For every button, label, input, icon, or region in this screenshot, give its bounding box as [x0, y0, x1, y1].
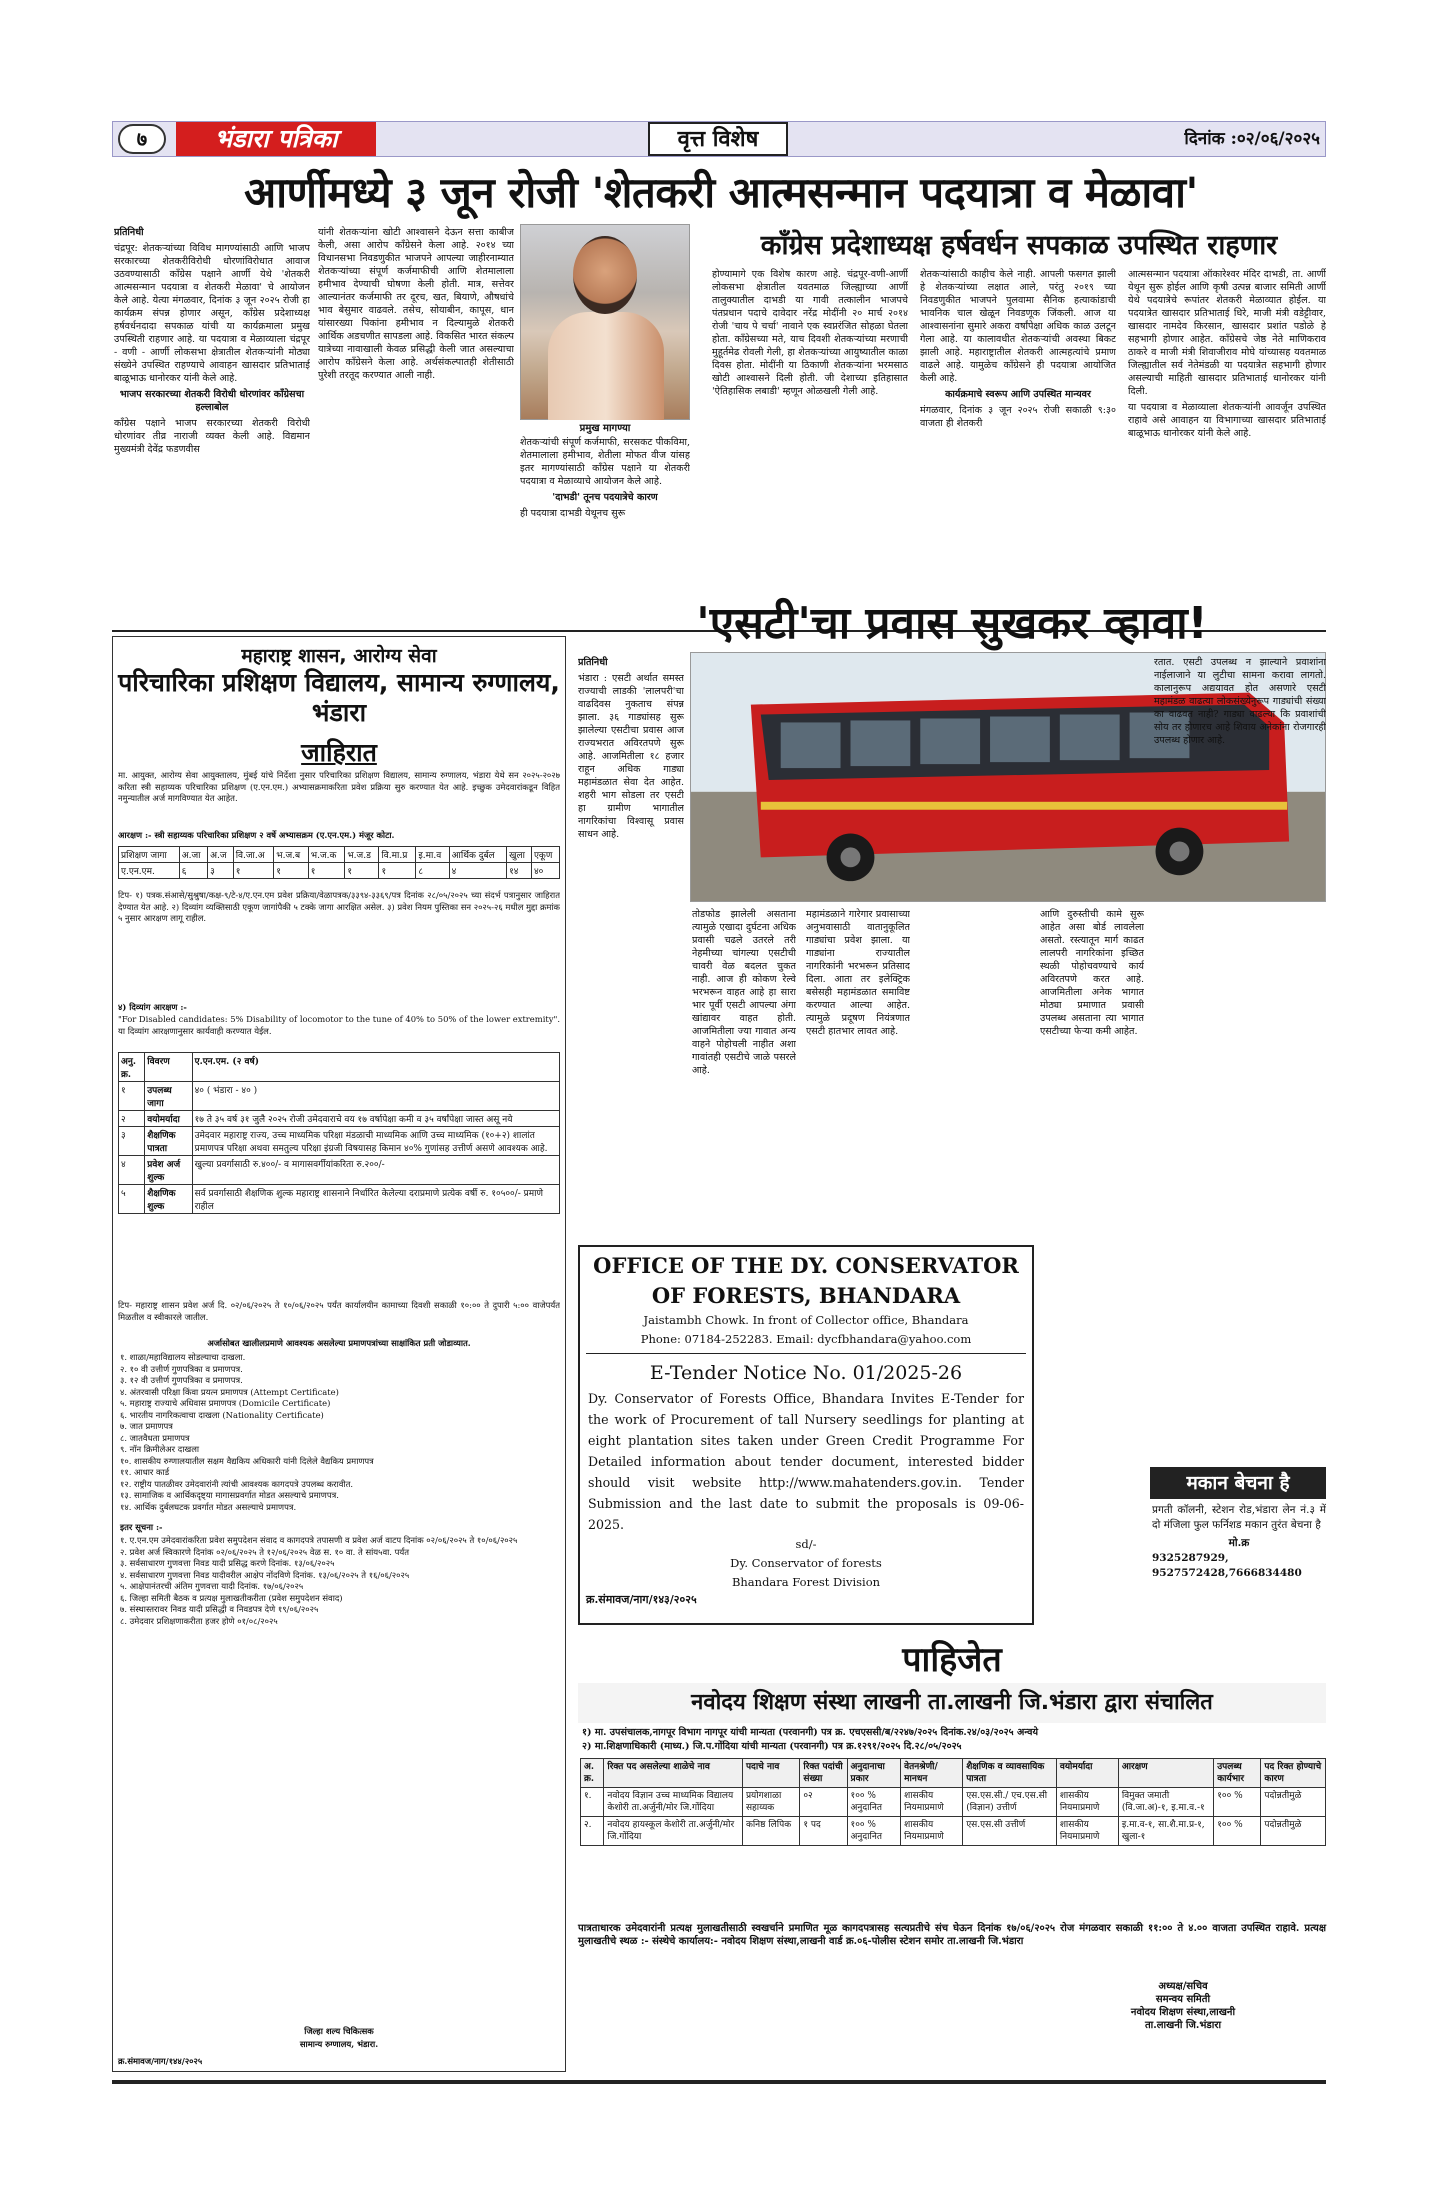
seat-table-row	[119, 863, 560, 879]
seat-cell: ३	[208, 863, 234, 879]
seat-header-cell: आर्थिक दुर्बल	[449, 847, 506, 863]
lead-col4-subhead: कार्यक्रमाचे स्वरूप आणि उपस्थित मान्यवर	[945, 389, 1091, 400]
document-item: ११. आधार कार्ड	[120, 1467, 170, 1477]
st-col3-text: महामंडळाने गारेगार प्रवासाच्या अनुभवासाठी वातानुकूलित गाड्यांचा प्रवेश झाला. या गाड्यांना राज्यातील नागरिकांनी भरभरून प्रतिसाद दिला. आता तर इलेक्ट्रिक बसेसही महामंडळात समाविष्ट करण्यात आल्या आहेत. त्यामुळे प्रदूषण नियंत्रणात एसटी हातभार लावत आहे.	[806, 909, 910, 1037]
vacancy-cell: एस.एस.सी उत्तीर्ण	[963, 1817, 1057, 1846]
vacancy-cell: १०० % अनुदानित	[847, 1817, 901, 1846]
eligibility-cell: ५	[119, 1185, 145, 1214]
st-byline: प्रतिनिधी	[578, 657, 608, 668]
lead-col1-tail: काँग्रेस पक्षाने भाजप सरकारच्या शेतकरी विरोधी धोरणांवर तीव्र नाराजी व्यक्त केली आहे. विद्यमान मुख्यमंत्री देवेंद्र फडणवीस	[114, 418, 310, 455]
lead-col1-text: चंद्रपूर: शेतकऱ्यांच्या विविध मागण्यांसाठी आणि भाजप सरकारच्या शेतकरीविरोधी धोरणांविरोधात आवाज उठवण्यासाठी काँग्रेस पक्षाने आर्णी येथे 'शेतकरी आत्मसन्मान पदयात्रा व शेतकरी मेळावा' चे आयोजन केले आहे. येत्या मंगळवार, दिनांक ३ जून २०२५ रोजी हा कार्यक्रम संपन्न होणार असून, काँग्रेस प्रदेशाध्यक्ष हर्षवर्धनदादा सपकाळ यांची या कार्यक्रमाला प्रमुख उपस्थिती राहणार आहे. या पदयात्रा व मेळाव्याला चंद्रपूर - वणी - आर्णी लोकसभा क्षेत्रातील शेतकऱ्यांनी मोठ्या संख्येने उपस्थित राहण्याचे आवाहन खासदार प्रतिभाताई बाळूभाऊ धानोरकर यांनी केले आहे.	[114, 243, 310, 384]
nursing-ad-ref: क्र.संमावज/नाग/१४४/२०२५	[118, 2056, 203, 2066]
lead-column-1	[114, 226, 310, 630]
document-item: १२. राष्ट्रीय पातळीवर उमेदवारांनी त्यांची आवश्यक कागदपत्रे उपलब्ध करावीत.	[120, 1478, 354, 1489]
nursing-ad-sign-2: सामान्य रुग्णालय, भंडारा.	[299, 2039, 379, 2049]
eligibility-header-cell: ए.एन.एम. (२ वर्ष)	[192, 1053, 559, 1082]
vacancy-cell: १०० % अनुदानित	[847, 1788, 901, 1817]
sale-ad-body: प्रगती कॉलनी, स्टेशन रोड,भंडारा लेन नं.३ में दो मंजिला फुल फर्निशड मकान तुरंत बेचना है	[1152, 1504, 1326, 1531]
forest-notice-body: Dy. Conservator of Forests Office, Bhandara Invites E-Tender for the work of Procurement of tall Nursery seedlings for planting at eight plantation sites taken under Green Credit Programme For Detailed information about tender document, interested bidder should visit website http://www.mahatenders.gov.in. Tender Submission and the last date to submit the proposals is 09-06- 2025.	[588, 1391, 1024, 1532]
section-name: वृत्त विशेष	[648, 122, 788, 156]
forest-tender-ad	[578, 1245, 1034, 1625]
eligibility-cell: ३	[119, 1127, 145, 1156]
instruction-item: १. ए.एन.एम उमेदवारांकरिता प्रवेश समुपदेशन संवाद व कागदपत्रे तपासणी व प्रवेश अर्ज वाटप दिनांक ०२/०६/२०२५ ते १०/०६/२०२५	[120, 1535, 518, 1545]
seat-table-header	[119, 847, 560, 863]
lead-col4-text: शेतकऱ्यांसाठी काहीच केले नाही. आपली फसगत झाली हे शेतकऱ्यांच्या लक्षात आले, परंतु २०१९ च्या निवडणुकीत भाजपने पुलवामा सैनिक हत्याकांडाची भावनिक चाल खेळून निवडणूक जिंकली. आज या आश्वासनांना सुमारे अकरा वर्षांपेक्षा अधिक काळ उलटून गेला आहे. या कालावधीत शेतकऱ्यांची अवस्था बिकट झाली आहे. महाराष्ट्रातील शेतकरी आत्महत्यांचे प्रमाण वाढले आहे. यामुळेच काँग्रेसने ही पदयात्रा आयोजित केली आहे.	[920, 269, 1116, 384]
document-item: ९. नॉन क्रिमीलेअर दाखला	[120, 1444, 200, 1454]
vacancy-cell: एस.एस.सी./ एच.एस.सी (विज्ञान) उत्तीर्ण	[963, 1788, 1057, 1817]
seat-header-cell: भ.ज.क	[308, 847, 345, 863]
st-column-5	[1154, 656, 1326, 1462]
recruitment-approval-1: १) मा. उपसंचालक,नागपूर विभाग नागपूर यांची मान्यता (परवानगी) पत्र क्र. एचएससी/ब/२२४७/२०२५ दिनांक.२४/०३/२०२५ अन्वये	[582, 1727, 1039, 1738]
document-item: ८. जातवैधता प्रमाणपत्र	[120, 1432, 190, 1443]
vacancy-cell: प्रयोगशाळा सहाय्यक	[742, 1788, 799, 1817]
vacancy-cell: १०० %	[1214, 1788, 1261, 1817]
recruitment-signature	[1040, 1980, 1326, 2032]
sale-ad-heading: मकान बेचना है	[1150, 1467, 1326, 1499]
seat-header-cell: वि.जा.अ	[233, 847, 274, 863]
vacancy-cell: शासकीय नियमाप्रमाणे	[1056, 1817, 1118, 1846]
vacancy-cell: शासकीय नियमाप्रमाणे	[901, 1788, 963, 1817]
seat-cell: ४०	[531, 863, 559, 879]
st-headline: 'एसटी'चा प्रवास सुखकर व्हावा!	[696, 598, 1208, 649]
eligibility-cell: शैक्षणिक पात्रता	[145, 1127, 192, 1156]
forest-sign-1: Dy. Conservator of forests	[730, 1556, 882, 1570]
forest-sign-2: Bhandara Forest Division	[731, 1575, 881, 1589]
eligibility-cell: सर्व प्रवर्गासाठी शैक्षणिक शुल्क महाराष्ट्र शासनाने निर्धारित केलेल्या दराप्रमाणे प्रत्येक वर्षी रु. १०५००/- प्रमाणे राहील	[192, 1185, 559, 1214]
vacancy-cell: विमुक्त जमाती (वि.जा.अ)-१, इ.मा.व.-१	[1118, 1788, 1213, 1817]
eligibility-cell: २	[119, 1111, 145, 1127]
seat-header-cell: भ.ज.ड	[345, 847, 379, 863]
vacancy-header-cell: वेतनश्रेणी/ मानधन	[901, 1759, 963, 1788]
eligibility-cell: १	[119, 1082, 145, 1111]
document-item: २. १० वी उत्तीर्ण गुणपत्रिका व प्रमाणपत्र.	[120, 1363, 243, 1374]
nursing-ad-sign-1: जिल्हा शल्य चिकित्सक	[304, 2026, 374, 2036]
other-instructions-heading: इतर सूचना :-	[120, 1522, 163, 1532]
vacancy-table-header	[581, 1759, 1326, 1788]
vacancy-cell: कनिष्ठ लिपिक	[742, 1817, 799, 1846]
recruitment-sign-4: ता.लाखनी जि.भंडारा	[1144, 2020, 1222, 2031]
nursing-ad-title-2: परिचारिका प्रशिक्षण विद्यालय, सामान्य रुग्णालय, भंडारा	[118, 668, 560, 727]
seat-cell: ४	[449, 863, 506, 879]
seat-cell: ६	[179, 863, 207, 879]
seat-cell: ८	[416, 863, 449, 879]
eligibility-row	[119, 1082, 560, 1111]
forest-contact: Phone: 07184-252283. Email: dycfbhandara@yahoo.com	[640, 1332, 972, 1346]
seat-header-cell: वि.मा.प्र	[379, 847, 416, 863]
seat-header-cell: अ.ज	[208, 847, 234, 863]
documents-heading: अर्जासोबत खालीलप्रमाणे आवश्यक असलेल्या प्रमाणपत्रांच्या साक्षांकित प्रती जोडाव्यात.	[207, 1338, 471, 1348]
seat-header-cell: खुला	[507, 847, 532, 863]
vacancy-cell: १ पद	[800, 1817, 847, 1846]
st-col5-text: रतात. एसटी उपलब्ध न झाल्याने प्रवाशांना नाईलाजाने या लुटीचा सामना करावा लागतो. कालानुरूप अद्ययावत होत असणारे एसटी महामंडळ वाढत्या लोकसंख्येनुरूप गाड्यांची संख्या का वाढवत नाही? गाड्या वाढल्या कि प्रवाशांची सोय तर होणारच आहे शिवाय अनेकांना रोजगारही उपलब्ध होणार आहे.	[1154, 657, 1326, 746]
lead-column-2	[318, 226, 514, 630]
seat-cell: १	[308, 863, 345, 879]
page-number: ७	[118, 124, 166, 154]
photo-figure-face	[573, 236, 637, 314]
st-column-2	[692, 908, 796, 1238]
eligibility-header-row	[119, 1053, 560, 1082]
lead-col1-subhead: भाजप सरकारच्या शेतकरी विरोधी धोरणांवर काँग्रेसचा हल्लाबोल	[119, 389, 305, 413]
nursing-ad-title-1: महाराष्ट्र शासन, आरोग्य सेवा	[241, 645, 437, 667]
recruitment-sign-2: समन्वय समिती	[1155, 1994, 1211, 2005]
recruitment-interview-note: पात्रताधारक उमेदवारांनी प्रत्यक्ष मुलाखतीसाठी स्वखर्चाने प्रमाणित मूळ कागदपत्रासह सत्यप्रतीचे संच घेऊन दिनांक १७/०६/२०२५ रोज मंगळवार सकाळी ११:०० ते ४.०० वाजता उपस्थित राहावे. प्रत्यक्ष मुलाखतीचे स्थळ :- संस्थेचे कार्यालय:- नवोदय शिक्षण संस्था,लाखनी वार्ड क्र.०६-पोलीस स्टेशन समोर ता.लाखनी जि.भंडारा	[578, 1923, 1326, 1947]
st-col1-text: भंडारा : एसटी अर्थात समस्त राज्याची लाडकी 'लालपरी'चा वाढदिवस नुकताच संपन्न झाला. ३६ गाड्यांसह सुरू झालेल्या एसटीचा प्रवास आज राज्यभरात अविरतपणे सुरू आहे. आजमितीला १८ हजार राहून अधिक गाड्या महामंडळात सेवा देत आहेत. शहरी भाग सोडला तर एसटी हा ग्रामीण भागातील नागरिकांचा विश्वासू प्रवास साधन आहे.	[578, 673, 684, 840]
st-col4-text: आणि दुरुस्तीची कामे सुरू आहेत असा बोर्ड लावलेला असतो. रस्त्यातून मार्ग काढत लालपरी नागरिकांना इच्छित स्थळी पोहोचवण्याचे कार्य अविरतपणे करत आहे. आजमितीला अनेक भागात मोठ्या प्रमाणात प्रवासी उपलब्ध असताना त्या भागात एसटीच्या फेऱ्या कमी आहेत.	[1040, 909, 1144, 1037]
seat-cell: १४	[507, 863, 532, 879]
vacancy-header-cell: शैक्षणिक व व्यावसायिक पात्रता	[963, 1759, 1057, 1788]
vacancy-header-cell: उपलब्ध कार्यभार	[1214, 1759, 1261, 1788]
seat-header-cell: एकूण	[531, 847, 559, 863]
sale-ad-mobile-label: मो.क्र	[1228, 1537, 1250, 1549]
document-item: ४. अंतरवासी परिक्षा किंवा प्रयत्न प्रमाणपत्र (Attempt Certificate)	[120, 1386, 339, 1397]
page-footer-rule	[112, 2080, 1326, 2084]
lead-col3-text: होण्यामागे एक विशेष कारण आहे. चंद्रपूर-वणी-आर्णी लोकसभा क्षेत्रातील यवतमाळ जिल्ह्याच्या आर्णी तालुक्यातील दाभडी या गावी तत्कालीन भाजपचे पंतप्रधान पदाचे दावेदार नरेंद्र मोदींनी २० मार्च २०१४ रोजी 'चाय पे चर्चा' नावाने एक स्वप्नरंजित सोहळा घेतला होता. काँग्रेसच्या मते, याच दिवशी शेतकऱ्यांच्या मरणाची मुहूर्तमेढ रोवली गेली, हा शेतकऱ्यांच्या आयुष्यातील काळा दिवस होता. मोदींनी या ठिकाणी शेतकऱ्यांना भरमसाठ खोटी आश्वासने दिली होती. जी देशाच्या इतिहासात 'ऐतिहासिक लबाडी' म्हणून ओळखली गेली आहे.	[712, 269, 908, 397]
vacancy-header-cell: रिक्त पदांची संख्या	[800, 1759, 847, 1788]
issue-date: दिनांक :०२/०६/२०२५	[1184, 129, 1320, 149]
recruitment-approval-2: २) मा.शिक्षणाधिकारी (माध्य.) जि.प.गोंदिया यांची मान्यता (परवानगी) पत्र क्र.१२९१/२०२५ दि.२८/०५/२०२५	[582, 1741, 962, 1752]
nursing-ad-notes: टिप- १) पत्रक.संआसे/सुश्रुषा/कक्ष-९/टे-४/ए.एन.एम प्रवेश प्रक्रिया/वेळापत्रक/३३९४-३३६९/पत्र दिनांक २८/०५/२०२५ च्या संदर्भ पत्रानुसार जाहिरात देण्यात येत आहे. २) दिव्यांग व्यक्तिसाठी एकूण जागांपैकी ५ टक्के जागा आरक्षित असेल. ३) प्रवेश नियम पुस्तिका सन २०२५-२६ मधील मुद्दा क्रमांक ५ नुसार आरक्षण लागू राहील.	[118, 890, 560, 923]
forest-ref: क्र.संमावज/नाग/१४३/२०२५	[586, 1593, 697, 1606]
documents-list	[120, 1352, 560, 1513]
lead-byline: प्रतिनिधी	[114, 227, 144, 238]
forest-sd: sd/-	[795, 1537, 817, 1551]
caption-body-text: शेतकऱ्यांची संपूर्ण कर्जमाफी, सरसकट पीकविमा, शेतमालाला हमीभाव, शेतीला मोफत वीज यांसह इतर मागण्यांसाठी काँग्रेस पक्षाने या शेतकरी पदयात्रा व मेळाव्याचे आयोजन केले आहे.	[520, 437, 690, 487]
disability-text: "For Disabled candidates: 5% Disability of locomotor to the tune of 40% to 50% of the lower extremity". या दिव्यांग आरक्षणानुसार कार्यवाही करण्यात येईल.	[118, 1014, 560, 1036]
seat-cell: १	[379, 863, 416, 879]
lead-column-5	[1128, 268, 1326, 588]
recruitment-sign-1: अध्यक्ष/सचिव	[1158, 1981, 1208, 1992]
seat-table	[118, 846, 560, 879]
document-item: १३. सामाजिक व आर्थिकदृष्ट्या मागासप्रवर्गात मोडत असल्याचे प्रमाणपत्र.	[120, 1490, 339, 1500]
eligibility-cell: उमेदवार महाराष्ट्र राज्य, उच्च माध्यमिक परिक्षा मंडळाची माध्यमिक आणि उच्च माध्यमिक (१०+२) शालांत प्रमाणपत्र परिक्षा अथवा समतुल्य परिक्षा इंग्रजी विषयासह किमान ४०% गुणांसह उत्तीर्ण असणे आवश्यक आहे.	[192, 1127, 559, 1156]
eligibility-cell: वयोमर्यादा	[145, 1111, 192, 1127]
eligibility-cell: खुल्या प्रवर्गासाठी रु.४००/- व मागासवर्गीयांकरिता रु.२००/-	[192, 1156, 559, 1185]
lead-col2-text: यांनी शेतकऱ्यांना खोटी आश्वासने देऊन सत्ता काबीज केली, असा आरोप काँग्रेसने केला आहे. २०१४ च्या विधानसभा निवडणुकीत भाजपने आपल्या जाहीरनाम्यात शेतकऱ्यांच्या संपूर्ण कर्जमाफीची आणि शेतमालाला हमीभाव देण्याची घोषणा केली होती. मात्र, सत्तेवर आल्यानंतर कर्जमाफी तर दूरच, खत, बियाणे, औषधांचे भाव बेसुमार वाढवले. तसेच, सोयाबीन, कापूस, धान यांसारख्या पिकांना हमीभाव न दिल्यामुळे शेतकरी आर्थिक अडचणीत सापडला आहे. विकसित भारत संकल्प यात्रेच्या नावाखाली केवळ प्रसिद्धी केली जात असल्याचा आरोप काँग्रेसने केला आहे. अर्थसंकल्पातही शेतीसाठी पुरेशी तरतूद करण्यात आली नाही.	[318, 227, 514, 381]
vacancy-header-cell: अ. क्र.	[581, 1759, 604, 1788]
vacancy-header-cell: पद रिक्त होण्याचे कारण	[1261, 1759, 1326, 1788]
eligibility-row	[119, 1127, 560, 1156]
forest-divider	[586, 1353, 1026, 1354]
vacancy-cell: शासकीय नियमाप्रमाणे	[901, 1817, 963, 1846]
st-column-1	[578, 656, 684, 1241]
eligibility-row	[119, 1185, 560, 1214]
eligibility-header-cell: विवरण	[145, 1053, 192, 1082]
document-item: १. शाळा/महाविद्यालय सोडल्याचा दाखला.	[120, 1352, 246, 1362]
forest-notice-number: E-Tender Notice No. 01/2025-26	[649, 1362, 963, 1384]
instruction-item: ८. उमेदवार प्रशिक्षणाकरीता हजर होणे ०१/०८/२०२५	[120, 1615, 278, 1626]
document-item: १०. शासकीय रुग्णालयातील सक्षम वैद्यकिय अधिकारी यांनी दिलेले वैद्यकिय प्रमाणपत्र	[120, 1455, 374, 1466]
vacancy-header-cell: वयोमर्यादा	[1056, 1759, 1118, 1788]
vacancy-cell: २.	[581, 1817, 604, 1846]
lead-col5-tail: या पदयात्रा व मेळाव्याला शेतकऱ्यांनी आवर्जून उपस्थित राहावे असे आवाहन या विभागाच्या खासदार प्रतिभाताई बाळूभाऊ धानोरकर यांनी केले आहे.	[1128, 402, 1326, 439]
seat-header-cell: भ.ज.ब	[274, 847, 309, 863]
vacancy-header-cell: पदाचे नाव	[742, 1759, 799, 1788]
instruction-item: ४. सर्वसाधारण गुणवत्ता निवड यादीवरील आक्षेप नोंदविणे दिनांक. १३/०६/२०२५ ते १६/०६/२०२५	[120, 1569, 410, 1580]
vacancy-cell: नवोदय हायस्कूल केशोरी ता.अर्जुनी/मोर जि.गोंदिया	[604, 1817, 743, 1846]
disability-heading: ४) दिव्यांग आरक्षण :-	[118, 1002, 187, 1012]
vacancy-row	[581, 1788, 1326, 1817]
st-column-4	[1040, 908, 1144, 1618]
recruitment-subheading: नवोदय शिक्षण संस्था लाखनी ता.लाखनी जि.भंडारा द्वारा संचालित	[578, 1683, 1326, 1723]
eligibility-cell: ४	[119, 1156, 145, 1185]
caption-subhead: 'दाभडी' तूनच पदयात्रेचे कारण	[552, 492, 658, 503]
instruction-item: ३. सर्वसाधारण गुणवत्ता निवड यादी प्रसिद्ध करणे दिनांक. १३/०६/२०२५	[120, 1558, 335, 1568]
document-item: ३. १२ वी उत्तीर्ण गुणपत्रिका व प्रमाणपत्र.	[120, 1375, 243, 1385]
vacancy-header-cell: रिक्त पद असलेल्या शाळेचे नाव	[604, 1759, 743, 1788]
newspaper-brand: भंडारा पत्रिका	[176, 122, 376, 156]
vacancy-table	[580, 1758, 1326, 1846]
vacancy-cell: १०० %	[1214, 1817, 1261, 1846]
instruction-item: ७. संस्थास्तरावर निवड यादी प्रसिद्धी व निवडपत्र देणे १९/०६/२०२५	[120, 1604, 319, 1614]
eligibility-cell: उपलब्ध जागा	[145, 1082, 192, 1111]
nursing-ad-intro: मा. आयुक्त, आरोग्य सेवा आयुक्तालय, मुंबई यांचे निर्देशा नुसार परिचारिका प्रशिक्षण विद्यालय, सामान्य रुग्णालय, भंडारा येथे सन २०२५-२०२७ करिता स्त्री सहाय्यक परिचारिका प्रशिक्षण (ए.एन.एम.) अभ्यासक्रमाकरिता प्रवेश प्रक्रिया सुरु करण्यात येत आहे. इच्छुक उमेदवारांकडून विहित नमुन्यातील अर्ज मागविण्यात येत आहेत.	[118, 770, 560, 803]
instruction-item: २. प्रवेश अर्ज स्विकारणे दिनांक ०२/०६/२०२५ ते १२/०६/२०२५ वेळ स. १० वा. ते सांय५वा. पर्यंत	[120, 1546, 410, 1557]
recruitment-sign-3: नवोदय शिक्षण संस्था,लाखनी	[1130, 2007, 1236, 2018]
recruitment-heading: पाहिजेत	[902, 1640, 1002, 1680]
vacancy-row	[581, 1817, 1326, 1846]
vacancy-cell: पदोन्नतीमुळे	[1261, 1817, 1326, 1846]
nursing-ad-title-3: जाहिरात	[301, 738, 377, 767]
seat-header-cell: अ.जा	[179, 847, 207, 863]
document-item: ५. महाराष्ट्र राज्याचे अधिवास प्रमाणपत्र (Domicile Certificate)	[120, 1398, 331, 1408]
document-item: ७. जात प्रमाणपत्र	[120, 1421, 173, 1431]
lead-headline: आर्णीमध्ये ३ जून रोजी 'शेतकरी आत्मसन्मान पदयात्रा व मेळावा'	[244, 168, 1198, 217]
caption-tail: ही पदयात्रा दाभडी येथूनच सुरू	[520, 508, 626, 519]
nursing-ad-tip: टिप- महाराष्ट्र शासन प्रवेश अर्ज दि. ०२/०६/२०२५ ते १०/०६/२०२५ पर्यंत कार्यालयीन कामाच्या दिवशी सकाळी १०:०० ते दुपारी ५:०० वाजेपर्यंत मिळतील व स्वीकारले जातील.	[118, 1300, 560, 1322]
document-item: १४. आर्थिक दुर्बलघटक प्रवर्गात मोडत असल्याचे प्रमाणपत्र.	[120, 1501, 297, 1512]
sale-ad	[1152, 1503, 1326, 1623]
vacancy-cell: पदोन्नतीमुळे	[1261, 1788, 1326, 1817]
lead-col5-text: आत्मसन्मान पदयात्रा ऑकारेश्वर मंदिर दाभडी, ता. आर्णी येथून सुरू होईल आणि कृषी उत्पन्न बाजार समिती आर्णी येथे पदयात्रेचे रूपांतर शेतकरी मेळाव्यात होईल. या पदयात्रेत खासदार प्रतिभाताई धिरे, माजी मंत्री वडेट्टीवार, खासदार नामदेव किरसान, खासदार प्रशांत पडोळे हे सहभागी होणार आहेत. काँग्रेसचे जेष्ठ नेते माणिकराव ठाकरे व माजी मंत्री शिवाजीराव मोघे यांच्यासह यवतमाळ जिल्ह्यातील सर्व नेतेमंडळी या पदयात्रेत सहभागी होणार असल्याची माहिती खासदार प्रतिभाताई धानोरकर यांनी दिली.	[1128, 269, 1326, 397]
sale-ad-mobile: 9325287929, 9527572428,7666834480	[1152, 1552, 1302, 1579]
eligibility-row	[119, 1111, 560, 1127]
eligibility-header-cell: अनु. क्र.	[119, 1053, 145, 1082]
lead-col4-tail: मंगळवार, दिनांक ३ जून २०२५ रोजी सकाळी ९:३० वाजता ही शेतकरी	[920, 405, 1116, 429]
vacancy-cell: शासकीय नियमाप्रमाणे	[1056, 1788, 1118, 1817]
vacancy-cell: १.	[581, 1788, 604, 1817]
seat-cell: १	[345, 863, 379, 879]
lead-column-3	[712, 268, 908, 588]
vacancy-header-cell: अनुदानाचा प्रकार	[847, 1759, 901, 1788]
vacancy-header-cell: आरक्षण	[1118, 1759, 1213, 1788]
vacancy-cell: नवोदय विज्ञान उच्च माध्यमिक विद्यालय केशोरी ता.अर्जुनी/मोर जि.गोंदिया	[604, 1788, 743, 1817]
seat-cell: १	[274, 863, 309, 879]
eligibility-cell: ४० ( भंडारा - ४० )	[192, 1082, 559, 1111]
document-item: ६. भारतीय नागरिकत्वाचा दाखला (Nationality Certificate)	[120, 1409, 324, 1420]
seat-header-cell: इ.मा.व	[416, 847, 449, 863]
instruction-item: ५. आक्षेपानंतरची अंतिम गुणवत्ता यादी दिनांक. १७/०६/२०२५	[120, 1581, 304, 1591]
photo-figure-body	[548, 312, 664, 420]
seat-cell: ए.एन.एम.	[119, 863, 180, 879]
eligibility-cell: शैक्षणिक शुल्क	[145, 1185, 192, 1214]
eligibility-cell: १७ ते ३५ वर्ष ३१ जुलै २०२५ रोजी उमेदवाराचे वय १७ वर्षापेक्षा कमी व ३५ वर्षांपेक्षा जास्त असू नये	[192, 1111, 559, 1127]
seat-cell: १	[233, 863, 274, 879]
instruction-item: ६. जिल्हा समिती बैठक व प्रत्यक्ष मुलाखतीकरीता (प्रवेश समुपदेशन संवाद)	[120, 1592, 343, 1603]
forest-office-name: OFFICE OF THE DY. CONSERVATOR OF FORESTS, BHANDARA	[593, 1253, 1019, 1308]
other-instructions-list	[120, 1535, 560, 1627]
st-col2-text: तोडफोड झालेली असताना त्यामुळे एखादा दुर्घटना अधिक प्रवासी चढले उतरले तरी नेहमीच्या चांगल्या एसटीची चावरी वेळ बदलत चुकत नाही. आज ही कोकण रेल्वे भरभरून वाहत आहे हा सारा भार पूर्वी एसटी आपल्या अंगा खांद्यावर वाहत होती. आजमितीला ज्या गावात अन्य वाहने पोहोचली नाहीत अशा गावांतही एसटीचे जाळे पसरले आहे.	[692, 909, 796, 1076]
st-column-3	[806, 908, 910, 1238]
eligibility-table	[118, 1052, 560, 1214]
seat-header-cell: प्रशिक्षण जागा	[119, 847, 180, 863]
eligibility-cell: प्रवेश अर्ज शुल्क	[145, 1156, 192, 1185]
lead-column-4	[920, 268, 1116, 588]
vacancy-cell: ०२	[800, 1788, 847, 1817]
lead-subhead: काँग्रेस प्रदेशाध्यक्ष हर्षवर्धन सपकाळ उपस्थित राहणार	[760, 230, 1278, 261]
nursing-ad-seat-heading: आरक्षण :- स्त्री सहाय्यक परिचारिका प्रशिक्षण २ वर्षे अभ्यासक्रम (ए.एन.एम.) मंजूर कोटा.	[118, 830, 395, 840]
eligibility-row	[119, 1156, 560, 1185]
forest-address: Jaistambh Chowk. In front of Collector office, Bhandara	[643, 1313, 969, 1327]
photo-caption: प्रमुख मागण्या	[579, 423, 631, 434]
vacancy-cell: इ.मा.व-१, सा.शै.मा.प्र-१, खुला-१	[1118, 1817, 1213, 1846]
